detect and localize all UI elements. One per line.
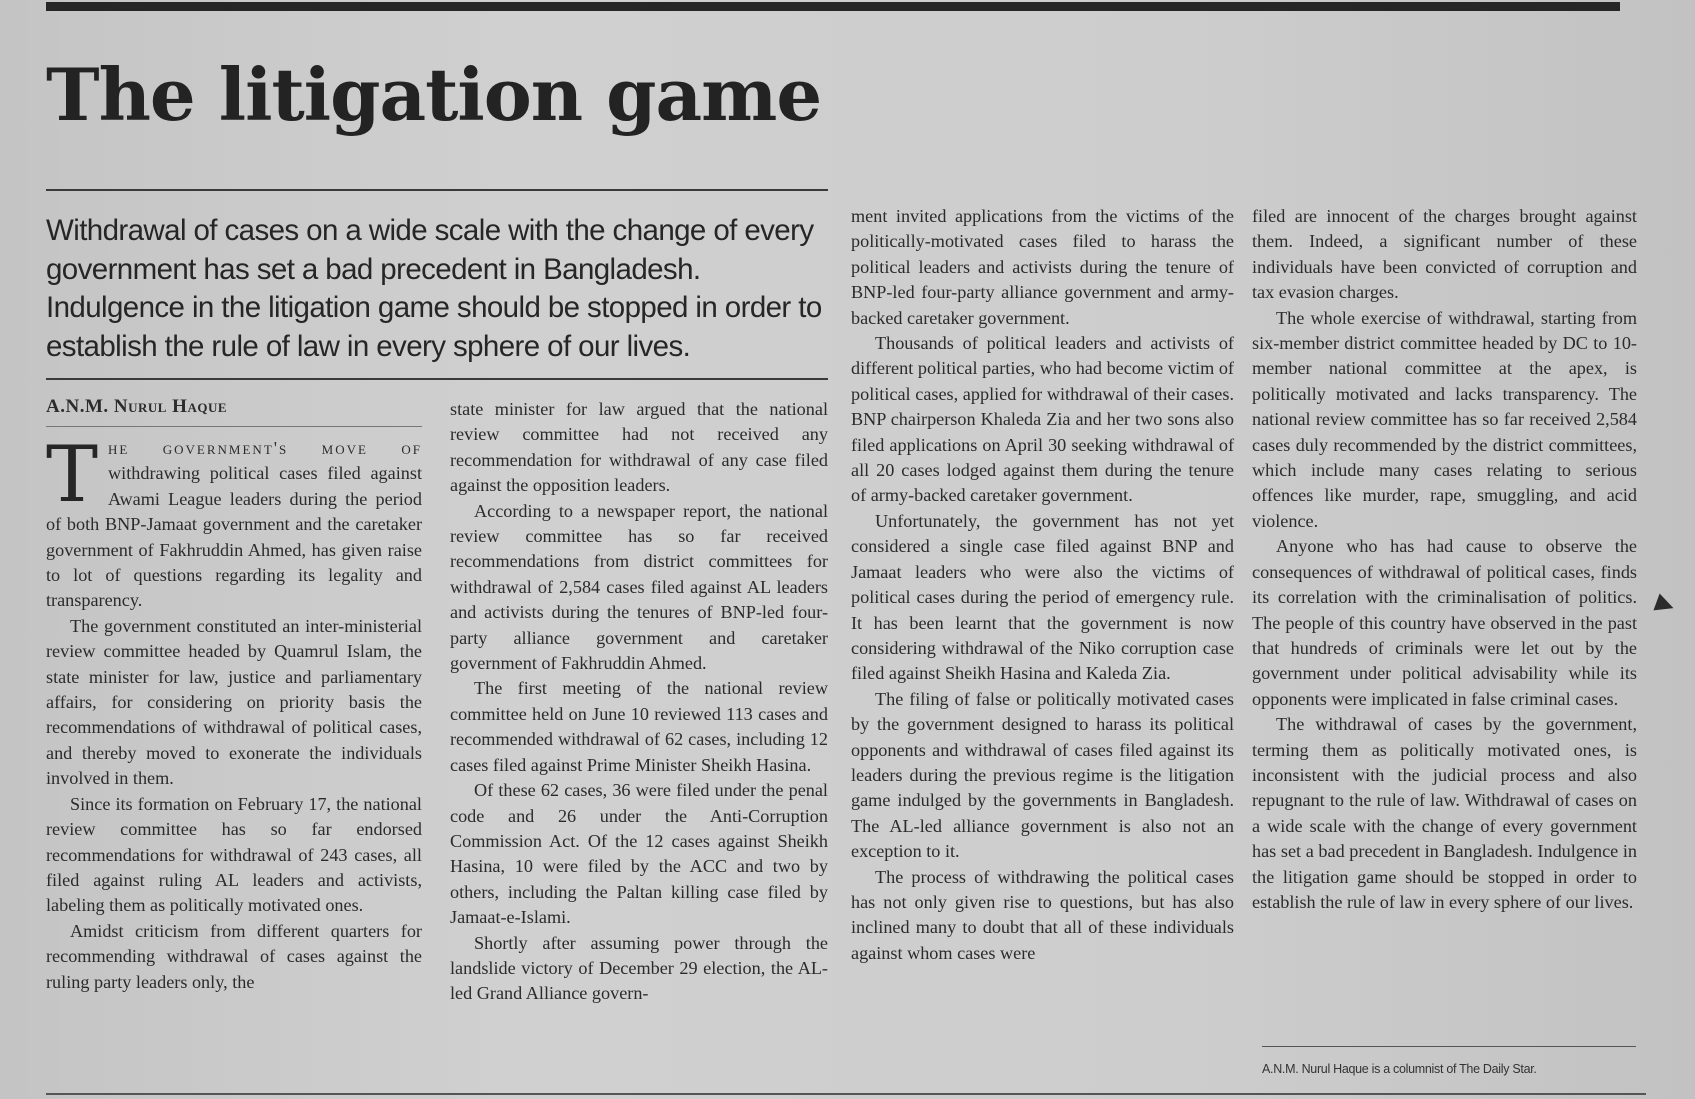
paragraph: Shortly after assuming power through the landslide victory of December 29 election, the AL-led Grand Alliance govern- <box>450 932 828 1004</box>
standfirst-top-rule <box>46 189 828 191</box>
paragraph: Thousands of political leaders and activists of different political parties, who had become victim of political cases, applied for withdrawal of their cases. BNP chairperson Khaleda Zia and her two sons also filed applications on April 30 seeking withdrawal of all 20 cases lodged against them during the tenure of army-backed caretaker government. <box>851 333 1234 506</box>
paragraph: The government constituted an inter-ministerial review committee headed by Quamrul Islam, the state minister for law, justice and parliamentary affairs, for considering on priority basis the recommendations of withdrawal of political cases, and thereby moved to exonerate the individuals involved in them. <box>46 615 422 789</box>
first-paragraph <box>46 430 422 614</box>
paragraph: According to a newspaper report, the national review committee has so far received recommendations from district committees for withdrawal of 2,584 cases filed against AL leaders and activists during the tenures of BNP-led four-party alliance government and caretaker government of Fakhruddin Ahmed. <box>450 500 828 674</box>
lead-in: he government's move of <box>108 438 422 458</box>
first-paragraph-text: withdrawing political cases filed against Awami League leaders during the period of both BNP-Jamaat government and the caretaker government of Fakhruddin Ahmed, has given raise to lot of questions regarding its legality and transparency. <box>46 463 422 611</box>
article-column-4 <box>1252 204 1637 915</box>
top-rule <box>46 2 1620 11</box>
paragraph: The process of withdrawing the political cases has not only given rise to questions, but has also inclined many to doubt that all of these individuals against whom cases were <box>851 866 1234 963</box>
paragraph-continued: state minister for law argued that the national review committee had not received any recommendation for withdrawal of any case filed against the opposition leaders. <box>450 399 828 496</box>
headline: The litigation game <box>46 52 822 137</box>
paragraph: Amidst criticism from different quarters for recommending withdrawal of cases against the ruling party leaders only, the <box>46 920 422 992</box>
article-column-3 <box>851 204 1234 966</box>
paragraph: Unfortunately, the government has not yet considered a single case filed against BNP and Jamaat leaders who were also the victims of political cases during the period of emergency rule. It has been learnt that the government is now considering withdrawal of the Niko corruption case filed against Sheikh Hasina and Kaleda Zia. <box>851 510 1234 684</box>
paragraph: The filing of false or politically motivated cases by the government designed to harass its political opponents and withdrawal of cases filed against its leaders during the previous regime is the litigation game indulged by the governments in Bangladesh. The AL-led alliance government is also not an exception to it. <box>851 688 1234 862</box>
paragraph: The withdrawal of cases by the government, terming them as politically motivated ones, is inconsistent with the judicial process and also repugnant to the rule of law. Withdrawal of cases on a wide scale with the change of every government has set a bad precedent in Bangladesh. Indulgence in the litigation game should be stopped in order to establish the rule of law in every sphere of our lives. <box>1252 714 1637 912</box>
pointer-arrow-icon <box>1653 593 1676 616</box>
paragraph: The first meeting of the national review committee held on June 10 reviewed 113 cases and recommended withdrawal of 62 cases, including 12 cases filed against Prime Minister Sheikh Hasina. <box>450 678 828 775</box>
paragraph-continued: ment invited applications from the victims of the politically-motivated cases filed to harass the political leaders and activists during the tenure of BNP-led four-party alliance government and army-backed caretaker government. <box>851 206 1234 328</box>
byline: A.N.M. Nurul Haque <box>46 396 228 417</box>
paragraph: The whole exercise of withdrawal, starting from six-member district committee headed by DC to 10-member national committee at the apex, is politically motivated and lacks transparency. The national review committee has so far received 2,584 cases duly recommended by the district committees, which include many cases relating to serious offences like murder, rape, smuggling, and acid violence. <box>1252 307 1637 531</box>
paragraph-continued: filed are innocent of the charges brought against them. Indeed, a significant number of these individuals have been convicted of corruption and tax evasion charges. <box>1252 206 1637 303</box>
paragraph: Of these 62 cases, 36 were filed under the penal code and 26 under the Anti-Corruption Commission Act. Of the 12 cases against Sheikh Hasina, 10 were filed by the ACC and two by others, including the Paltan killing case filed by Jamaat-e-Islami. <box>450 780 828 928</box>
paragraph: Anyone who has had cause to observe the consequences of withdrawal of political cases, finds its correlation with the criminalisation of politics. The people of this country have observed in the past that hundreds of criminals were let out by the government under political advisability while its opponents were implicated in false criminal cases. <box>1252 536 1637 709</box>
article-column-1 <box>46 430 422 995</box>
paragraph: Since its formation on February 17, the national review committee has so far endorsed recommendations for withdrawal of 243 cases, all filed against ruling AL leaders and activists, labeling them as politically motivated ones. <box>46 793 422 916</box>
standfirst-bottom-rule <box>46 378 828 380</box>
bottom-rule <box>46 1093 1646 1095</box>
byline-rule <box>46 426 422 427</box>
article-column-2 <box>450 397 828 1007</box>
footnote-rule <box>1262 1046 1636 1047</box>
author-footnote: A.N.M. Nurul Haque is a columnist of The Daily Star. <box>1262 1062 1537 1076</box>
drop-cap: T <box>46 430 99 520</box>
standfirst: Withdrawal of cases on a wide scale with the change of every government has set a bad precedent in Bangladesh. Indulgence in the litigation game should be stopped in order to establish the rule of law in every sphere of our lives. <box>46 214 822 363</box>
